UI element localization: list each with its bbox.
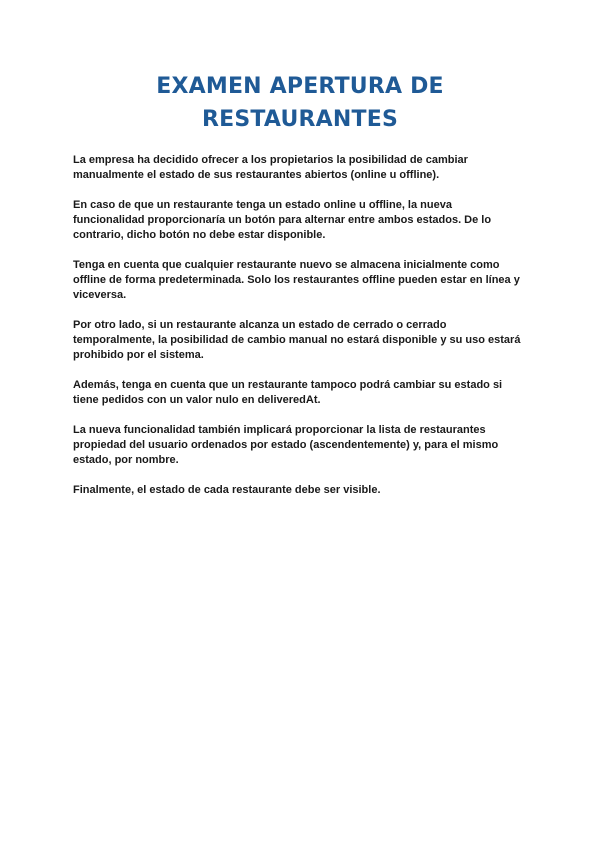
paragraph-line: manualmente el estado de sus restaurantes abiertos (online u offline). [73,169,440,181]
paragraph-line: estado, por nombre. [73,454,179,466]
title-line-1: EXAMEN APERTURA DE [156,74,444,99]
paragraph-status-visible [73,483,533,498]
paragraph-line: propiedad del usuario ordenados por estado (ascendentemente) y, para el mismo [73,439,499,451]
paragraph-line: tiene pedidos con un valor nulo en deliveredAt. [73,394,321,406]
paragraph-line: temporalmente, la posibilidad de cambio manual no estará disponible y su uso estará [73,334,521,346]
paragraph-line: La nueva funcionalidad también implicará proporcionar la lista de restaurantes [73,424,486,436]
paragraph-sorted-list [73,423,533,468]
paragraph-closed-state [73,318,533,363]
paragraph-line: contrario, dicho botón no debe estar disponible. [73,229,326,241]
paragraph-line: funcionalidad proporcionaría un botón para alternar entre ambos estados. De lo [73,214,492,226]
title-line-2: RESTAURANTES [202,107,398,132]
paragraph-pending-orders [73,378,533,408]
document-title [60,70,540,136]
paragraph-toggle-button [73,198,533,243]
paragraph-line: prohibido por el sistema. [73,349,204,361]
paragraph-line: Por otro lado, si un restaurante alcanza un estado de cerrado o cerrado [73,319,447,331]
paragraph-line: offline de forma predeterminada. Solo los restaurantes offline pueden estar en línea y [73,274,520,286]
paragraph-intro [73,153,533,183]
paragraph-line: Tenga en cuenta que cualquier restaurante nuevo se almacena inicialmente como [73,259,500,271]
paragraph-line: Finalmente, el estado de cada restaurante debe ser visible. [73,484,381,496]
paragraph-line: La empresa ha decidido ofrecer a los propietarios la posibilidad de cambiar [73,154,468,166]
paragraph-line: viceversa. [73,289,127,301]
document-body [73,153,533,513]
paragraph-line: Además, tenga en cuenta que un restaurante tampoco podrá cambiar su estado si [73,379,503,391]
paragraph-line: En caso de que un restaurante tenga un estado online u offline, la nueva [73,199,452,211]
paragraph-default-offline [73,258,533,303]
